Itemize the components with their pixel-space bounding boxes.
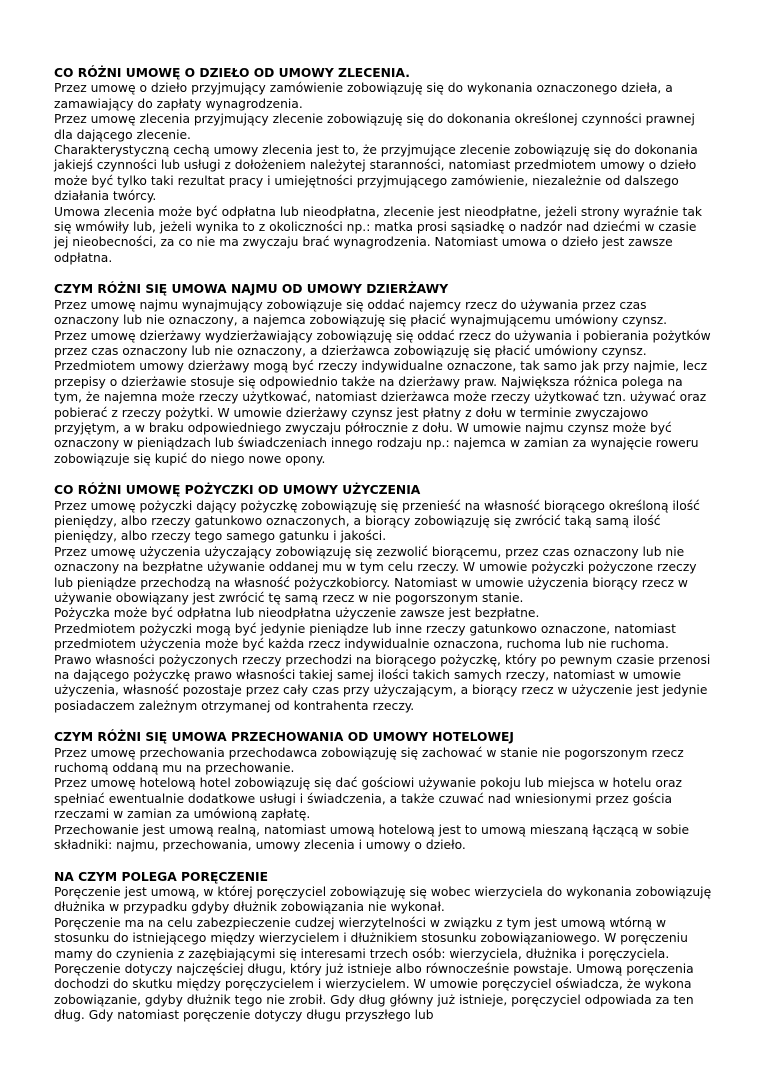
- paragraph: Pożyczka może być odpłatna lub nieodpłatna użyczenie zawsze jest bezpłatne.: [54, 606, 540, 621]
- section-dzielo-zlecenie: [54, 66, 714, 266]
- paragraph: Poręczenie jest umową, w której poręczyciel zobowiązuję się wobec wierzyciela do wykonania zobowiązuję dłużnika w przypadku gdyby dłużnik zobowiązania nie wykonał.: [54, 884, 712, 915]
- section-heading: NA CZYM POLEGA PORĘCZENIE: [54, 869, 268, 884]
- paragraph: Umowa zlecenia może być odpłatna lub nieodpłatna, zlecenie jest nieodpłatne, jeżeli strony wyraźnie tak się wmówiły lub, jeżeli wynika to z okoliczności np.: matka prosi sąsiadkę o nadzór nad dziećmi w czasie jej nieobecności, za co nie ma zwyczaju brać wynagrodzenia. Natomiast umowa o dzieło jest zawsze odpłatna.: [54, 204, 702, 265]
- paragraph: Prawo własności pożyczonych rzeczy przechodzi na biorącego pożyczkę, który po pewnym czasie przenosi na dającego pożyczkę prawo własności takiej samej ilości takich samych rzeczy, natomiast w umowie użyczenia, własność pozostaje przez cały czas przy użyczającym, a biorący rzecz w użyczenie jest jedynie posiadaczem zależnym otrzymanej od kontrahenta rzeczy.: [54, 652, 711, 713]
- section-heading: CZYM RÓŻNI SIĘ UMOWA NAJMU OD UMOWY DZIERŻAWY: [54, 282, 449, 297]
- paragraph: Przez umowę hotelową hotel zobowiązuję się dać gościowi używanie pokoju lub miejsca w hotelu oraz spełniać ewentualnie dodatkowe usługi i świadczenia, a także czuwać nad wniesionymi przez gościa rzeczami w zamian za umówioną zapłatę.: [54, 776, 682, 822]
- paragraph: Przez umowę użyczenia użyczający zobowiązuję się zezwolić biorącemu, przez czas oznaczony lub nie oznaczony na bezpłatne używanie oddanej mu w tym celu rzeczy. W umowie pożyczki pożyczone rzeczy lub pieniądze przechodzą na własność pożyczkobiorcy. Natomiast w umowie użyczenia biorący rzecz w używanie obowiązany jest zwrócić tę samą rzecz w nie pogorszonym stanie.: [54, 544, 697, 605]
- section-przechowanie-hotelowa: [54, 730, 714, 853]
- paragraph: Charakterystyczną cechą umowy zlecenia jest to, że przyjmujące zlecenie zobowiązuję się do dokonania jakiejś czynności lub usługi z dołożeniem należytej staranności, natomiast przedmiotem umowy o dzieło może być tylko taki rezultat pracy i umiejętności przyjmującego zamówienie, niezależnie od dalszego działania twórcy.: [54, 143, 698, 204]
- paragraph: Przez umowę pożyczki dający pożyczkę zobowiązuję się przenieść na własność biorącego określoną ilość pieniędzy, albo rzeczy gatunkowo oznaczonych, a biorący zobowiązuję się zwrócić taką samą ilość pieniędzy, albo rzeczy tego samego gatunku i jakości.: [54, 498, 700, 544]
- section-pozyczka-uzyczenie: [54, 483, 714, 714]
- section-najem-dzierzawa: [54, 282, 714, 467]
- paragraph: Przechowanie jest umową realną, natomiast umową hotelową jest to umową mieszaną łączącą w sobie składniki: najmu, przechowania, umowy zlecenia i umowy o dzieło.: [54, 822, 690, 853]
- paragraph: Przez umowę o dzieło przyjmujący zamówienie zobowiązuję się do wykonania oznaczonego dzieła, a zamawiający do zapłaty wynagrodzenia.: [54, 81, 673, 111]
- section-heading: CZYM RÓŻNI SIĘ UMOWA PRZECHOWANIA OD UMOWY HOTELOWEJ: [54, 730, 514, 745]
- paragraph: Przez umowę przechowania przechodawca zobowiązuję się zachować w stanie nie pogorszonym rzecz ruchomą oddaną mu na przechowanie.: [54, 745, 684, 776]
- paragraph: Przez umowę najmu wynajmujący zobowiązuje się oddać najemcy rzecz do używania przez czas oznaczony lub nie oznaczony, a najemca zobowiązuję się płacić wynajmującemu umówiony czynsz.: [54, 297, 668, 328]
- paragraph: Przedmiotem pożyczki mogą być jedynie pieniądze lub inne rzeczy gatunkowo oznaczone, natomiast przedmiotem użyczenia może być każda rzecz indywidualnie oznaczona, ruchoma lub nie ruchoma.: [54, 621, 676, 652]
- section-poreczenie: [54, 870, 714, 1024]
- section-heading: CO RÓŻNI UMOWĘ O DZIEŁO OD UMOWY ZLECENIA.: [54, 66, 410, 80]
- paragraph: Poręczenie ma na celu zabezpieczenie cudzej wierzytelności w związku z tym jest umową wtórną w stosunku do istniejącego między wierzycielem i dłużnikiem stosunku zobowiązaniowego. W poręczeniu mamy do czynienia z zazębiającymi się interesami trzech osób: wierzyciela, dłużnika i poręczyciela. Poręczenie dotyczy najczęściej długu, który już istnieje albo równocześnie powstaje. Umową poręczenia dochodzi do skutku między poręczycielem i wierzycielem. W umowie poręczyciel oświadcza, że wykona zobowiązanie, gdyby dłużnik tego nie zrobił. Gdy dług główny już istnieje, poręczyciel odpowiada za ten dług. Gdy natomiast poręczenie dotyczy długu przyszłego lub: [54, 915, 694, 1023]
- paragraph: Przez umowę dzierżawy wydzierżawiający zobowiązuję się oddać rzecz do używania i pobierania pożytków przez czas oznaczony lub nie oznaczony, a dzierżawca zobowiązuję się płacić umówiony czynsz. Przedmiotem umowy dzierżawy mogą być rzeczy indywidualne oznaczone, tak samo jak przy najmie, lecz przepisy o dzierżawie stosuje się odpowiednio także na dzierżawy praw. Największa różnica polega na tym, że najemna może rzeczy użytkować, natomiast dzierżawca może rzeczy użytkować tzn. używać oraz pobierać z rzeczy pożytki. W umowie dzierżawy czynsz jest płatny z dołu w terminie zwyczajowo przyjętym, a w braku odpowiedniego zwyczaju półrocznie z dołu. W umowie najmu czynsz może być oznaczony w pieniądzach lub świadczeniach innego rodzaju np.: najemca w zamian za wynajęcie roweru zobowiązuje się kupić do niego nowe opony.: [54, 328, 711, 466]
- paragraph: Przez umowę zlecenia przyjmujący zlecenie zobowiązuję się do dokonania określonej czynności prawnej dla dającego zlecenie.: [54, 112, 695, 142]
- section-heading: CO RÓŻNI UMOWĘ POŻYCZKI OD UMOWY UŻYCZENIA: [54, 483, 421, 498]
- document-body: [54, 66, 714, 1040]
